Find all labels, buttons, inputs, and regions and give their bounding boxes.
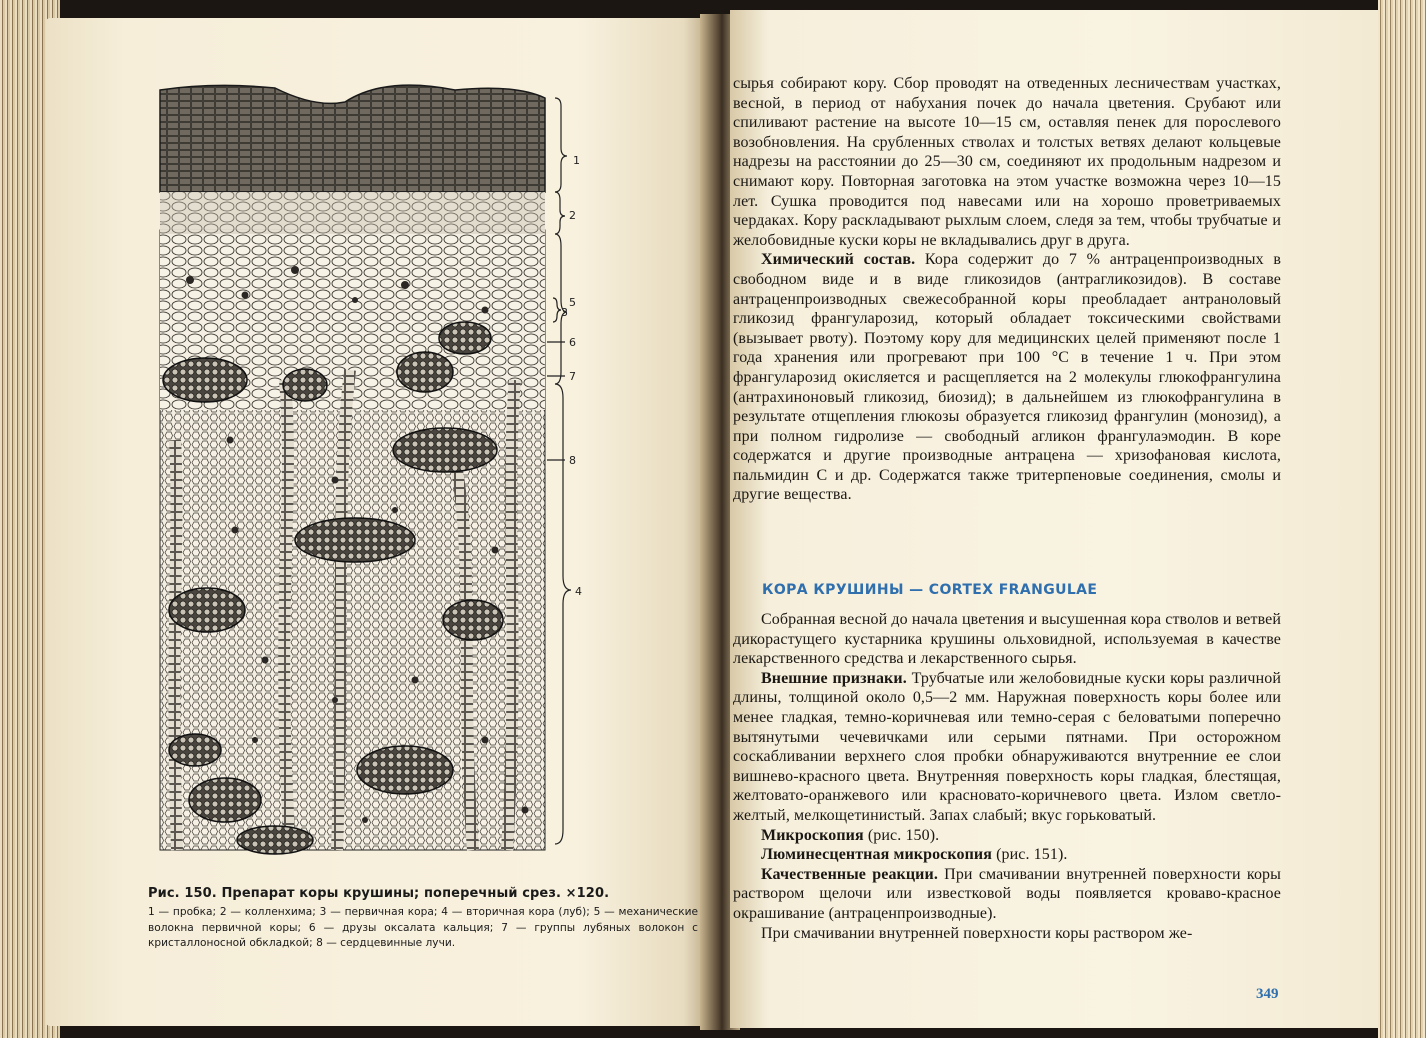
right-page-edges [1378, 0, 1426, 1038]
ext-text: Трубчатые или желобовидные куски коры различной длины, толщиной около 0,5—2 мм. Наружная поверхность коры более или менее гладкая, темно-коричневая или темно-серая с беловатыми поперечно вытянутыми чечевичками или серыми пятнами. При осторожном соскабливании верхнего слоя пробки обнаруживаются внутренние ее слои вишнево-красного цвета. Внутренняя поверхность коры гладкая, блестящая, желтовато-оранжевого или красновато-коричневого цвета. Излом светло-желтый, мелкощетинистый. Запах слабый; вкус горьковатый. [733, 669, 1281, 824]
paragraph-external-features [733, 669, 1281, 826]
qual-text: При смачивании внутренней поверхности коры раствором щелочи или известковой воды появляется кроваво-красное окрашивание (антраценпроизводные). [733, 865, 1281, 922]
chem-title: Химический состав. [761, 251, 916, 269]
bark-cross-section-figure [155, 80, 582, 860]
figure-label-1: 1 [573, 154, 580, 167]
figure-label-8: 8 [569, 454, 576, 467]
chem-text: Кора содержит до 7 % антраценпроизводных в свободном виде и в виде гликозидов (антрагликозидов). В составе антраценпроизводных свежесобранной коры преобладает антраноловый гликозид франгуларозид, который обладает токсическими свойствами (вызывает рвоту). Поэтому кору для медицинских целей применяют после 1 года хранения или прогревают при 100 °C в течение 1 ч. При этом франгуларозид окисляется и расщепляется на 2 молекулы глюкофрангулина (антрахиноновый гликозид, биозид); в дальнейшем из глюкофрангулина в результате отщепления глюкозы образуется гликозид франгулин (монозид), а при полном гидролизе — свободный агликон франгулаэмодин. В коре содержатся и другие производные антрацена — хризофановая кислота, пальмидин С и др. Содержатся также тритерпеновые соединения, смолы и другие вещества. [733, 251, 1282, 504]
paragraph-definition: Собранная весной до начала цветения и высушенная кора стволов и ветвей дикорастущего кустарника крушины ольховидной, используемая в качестве лекарственного средства и лекарственного сырья. [733, 611, 1281, 668]
right-page-text-bottom [733, 610, 1281, 943]
paragraph-luminescent [733, 845, 1281, 865]
figure-label-6: 6 [569, 336, 576, 349]
paragraph-last-line: При смачивании внутренней поверхности коры раствором же- [761, 924, 1193, 942]
ext-title: Внешние признаки. [761, 669, 907, 687]
micro-title: Микроскопия [761, 826, 864, 844]
right-page-text-top [733, 74, 1281, 505]
lum-title: Люминесцентная микроскопия [761, 846, 992, 864]
micro-ref: (рис. 150). [867, 826, 940, 844]
qual-title: Качественные реакции. [761, 865, 938, 883]
caption-prefix: Рис. [148, 886, 180, 901]
lum-ref: (рис. 151). [996, 846, 1068, 864]
figure-label-7: 7 [569, 370, 576, 383]
paragraph-collection: сырья собирают кору. Сбор проводят на отведенных лесничествам участках, весной, в период от набухания почек до начала цветения. Срубают или спиливают растение на высоте 10—15 см, оставляя пенек для порослевого возобновления. На срубленных стволах и толстых ветвях делают кольцевые надрезы на расстоянии до 25—30 см, соединяют их продольным надрезом и снимают кору. Повторная заготовка на этом участке возможна через 10—15 лет. Сушка проводится под навесами или на хорошо проветриваемых чердаках. Кору раскладывают рыхлым слоем, следя за тем, чтобы трубчатые и желобовидные куски коры не вкладывались друг в друга. [733, 75, 1281, 249]
section-heading: КОРА КРУШИНЫ — CORTEX FRANGULAE [762, 582, 1098, 598]
figure-label-3: 3 [561, 306, 568, 319]
paragraph-microscopy [733, 826, 1281, 846]
paragraph-chemical-composition [733, 250, 1281, 505]
caption-title-text: Препарат коры крушины; поперечный срез. [221, 886, 562, 901]
page-number: 349 [1256, 986, 1279, 1002]
figure-label-2: 2 [569, 209, 576, 222]
caption-legend: 1 — пробка; 2 — колленхима; 3 — первичная кора; 4 — вторичная кора (луб); 5 — механические волокна первичной коры; 6 — друзы оксалата кальция; 7 — группы лубяных волокон с кристаллоносной обкладкой; 8 — сердцевинные лучи. [148, 906, 698, 949]
caption-number: 150. [184, 886, 217, 901]
figure-label-4: 4 [575, 585, 582, 598]
figure-caption [148, 886, 698, 952]
caption-magnification: ×120. [565, 886, 610, 901]
figure-label-5: 5 [569, 296, 576, 309]
caption-title [148, 886, 698, 901]
paragraph-qualitative [733, 865, 1281, 924]
